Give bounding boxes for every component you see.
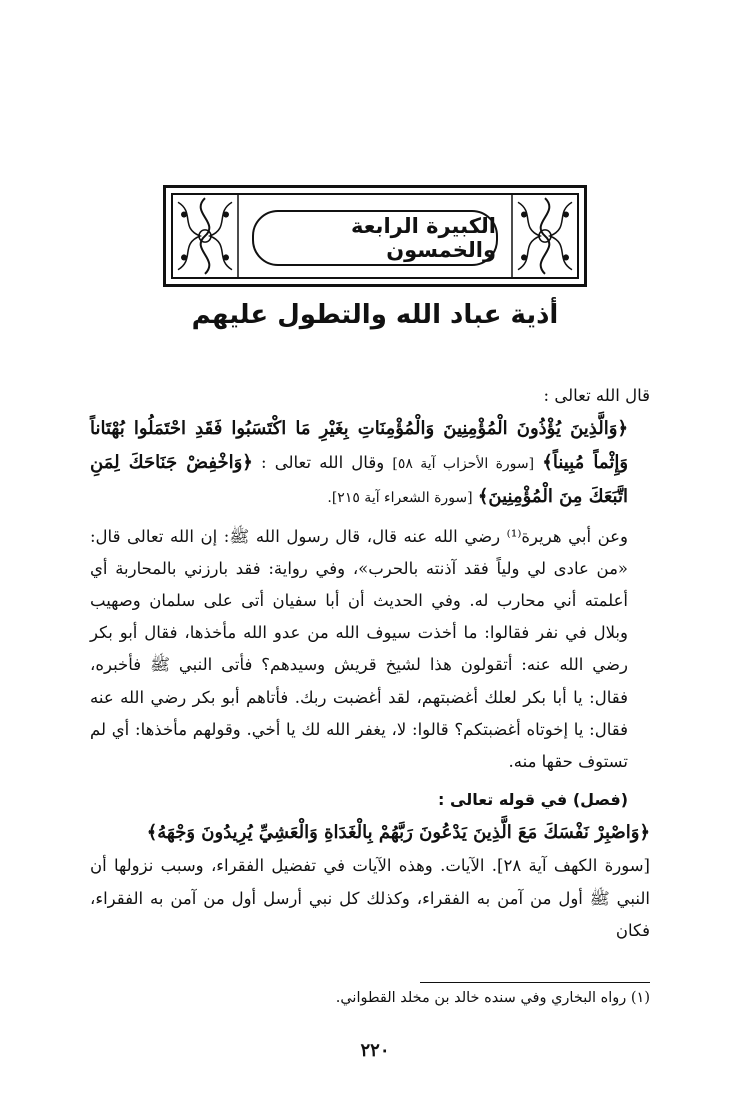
- main-heading: أذية عباد الله والتطول عليهم: [191, 300, 559, 330]
- quran-verse: ﴿وَالَّذِينَ يُؤْذُونَ الْمُؤْمِنِينَ وَالْمُؤْمِنَاتِ بِغَيْرِ مَا اكْتَسَبُوا فَقَدِ احْتَمَلُوا بُهْتَاناً وَإِثْماً مُبِيناً﴾: [90, 418, 629, 474]
- verse-reference: [سورة الأحزاب آية ٥٨]: [392, 456, 535, 473]
- quran-verse-paragraph: [90, 816, 650, 850]
- intro-line: قال الله تعالى :: [543, 386, 650, 405]
- section-heading: [90, 784, 650, 816]
- arabesque-ornament-icon: [170, 192, 240, 280]
- quran-verse: ﴿وَاخْفِضْ جَنَاحَكَ لِمَنِ اتَّبَعَكَ مِنَ الْمُؤْمِنِينَ﴾: [90, 452, 628, 508]
- verse-reference: [سورة الشعراء آية ٢١٥].: [327, 490, 473, 507]
- quran-verse-paragraph: [90, 412, 650, 514]
- hadith-paragraph: وعن أبي هريرة⁽¹⁾ رضي الله عنه قال، قال رسول الله ﷺ: إن الله تعالى قال: «من عادى لي ولياً فقد آذنته بالحرب»، وفي رواية: فقد بارزني بالمحاربة أي أعلمته أني محارب له. وفي الحديث أن أبا سفيان أتى على سلمان وصهيب وبلال في نفر فقالوا: ما أخذت سيوف الله من عدو الله مأخذها، فقال أبو بكر رضي الله عنه: أتقولون هذا لشيخ قريش وسيدهم؟ فأتى النبي ﷺ فأخبره، فقال: يا أبا بكر لعلك أغضبتهم، لقد أغضبت ربك. فأتاهم أبو بكر رضي الله عنه فقال: يا إخوتاه أغضبتكم؟ قالوا: لا، يغفر الله لك يا أخي. وقولهم مأخذها: أي لم تستوف حقها منه.: [90, 526, 629, 772]
- footnote: (١) رواه البخاري وفي سنده خالد بن مخلد القطواني.: [335, 990, 650, 1006]
- section-heading-text: (فصل) في قوله تعالى :: [438, 790, 628, 810]
- page-number: ٢٢٠: [360, 1040, 390, 1061]
- body-text: [90, 380, 650, 947]
- commentary-paragraph: [سورة الكهف آية ٢٨]. الآيات. وهذه الآيات في تفضيل الفقراء، وسبب نزولها أن النبي ﷺ أول من آمن به الفقراء، وكذلك كل نبي أرسل أول من آمن به الفقراء، فكان: [90, 856, 650, 940]
- chapter-ornamental-frame: [163, 185, 587, 287]
- quran-verse: ﴿وَاصْبِرْ نَفْسَكَ مَعَ الَّذِينَ يَدْعُونَ رَبَّهُمْ بِالْغَدَاةِ وَالْعَشِيِّ يُرِيدُونَ وَجْهَهُ﴾: [146, 822, 650, 844]
- connector-text: وقال الله تعالى :: [261, 453, 385, 473]
- chapter-title: الكبيرة الرابعة والخمسون: [252, 210, 498, 266]
- footnote-divider: [420, 982, 650, 983]
- arabesque-ornament-icon: [510, 192, 580, 280]
